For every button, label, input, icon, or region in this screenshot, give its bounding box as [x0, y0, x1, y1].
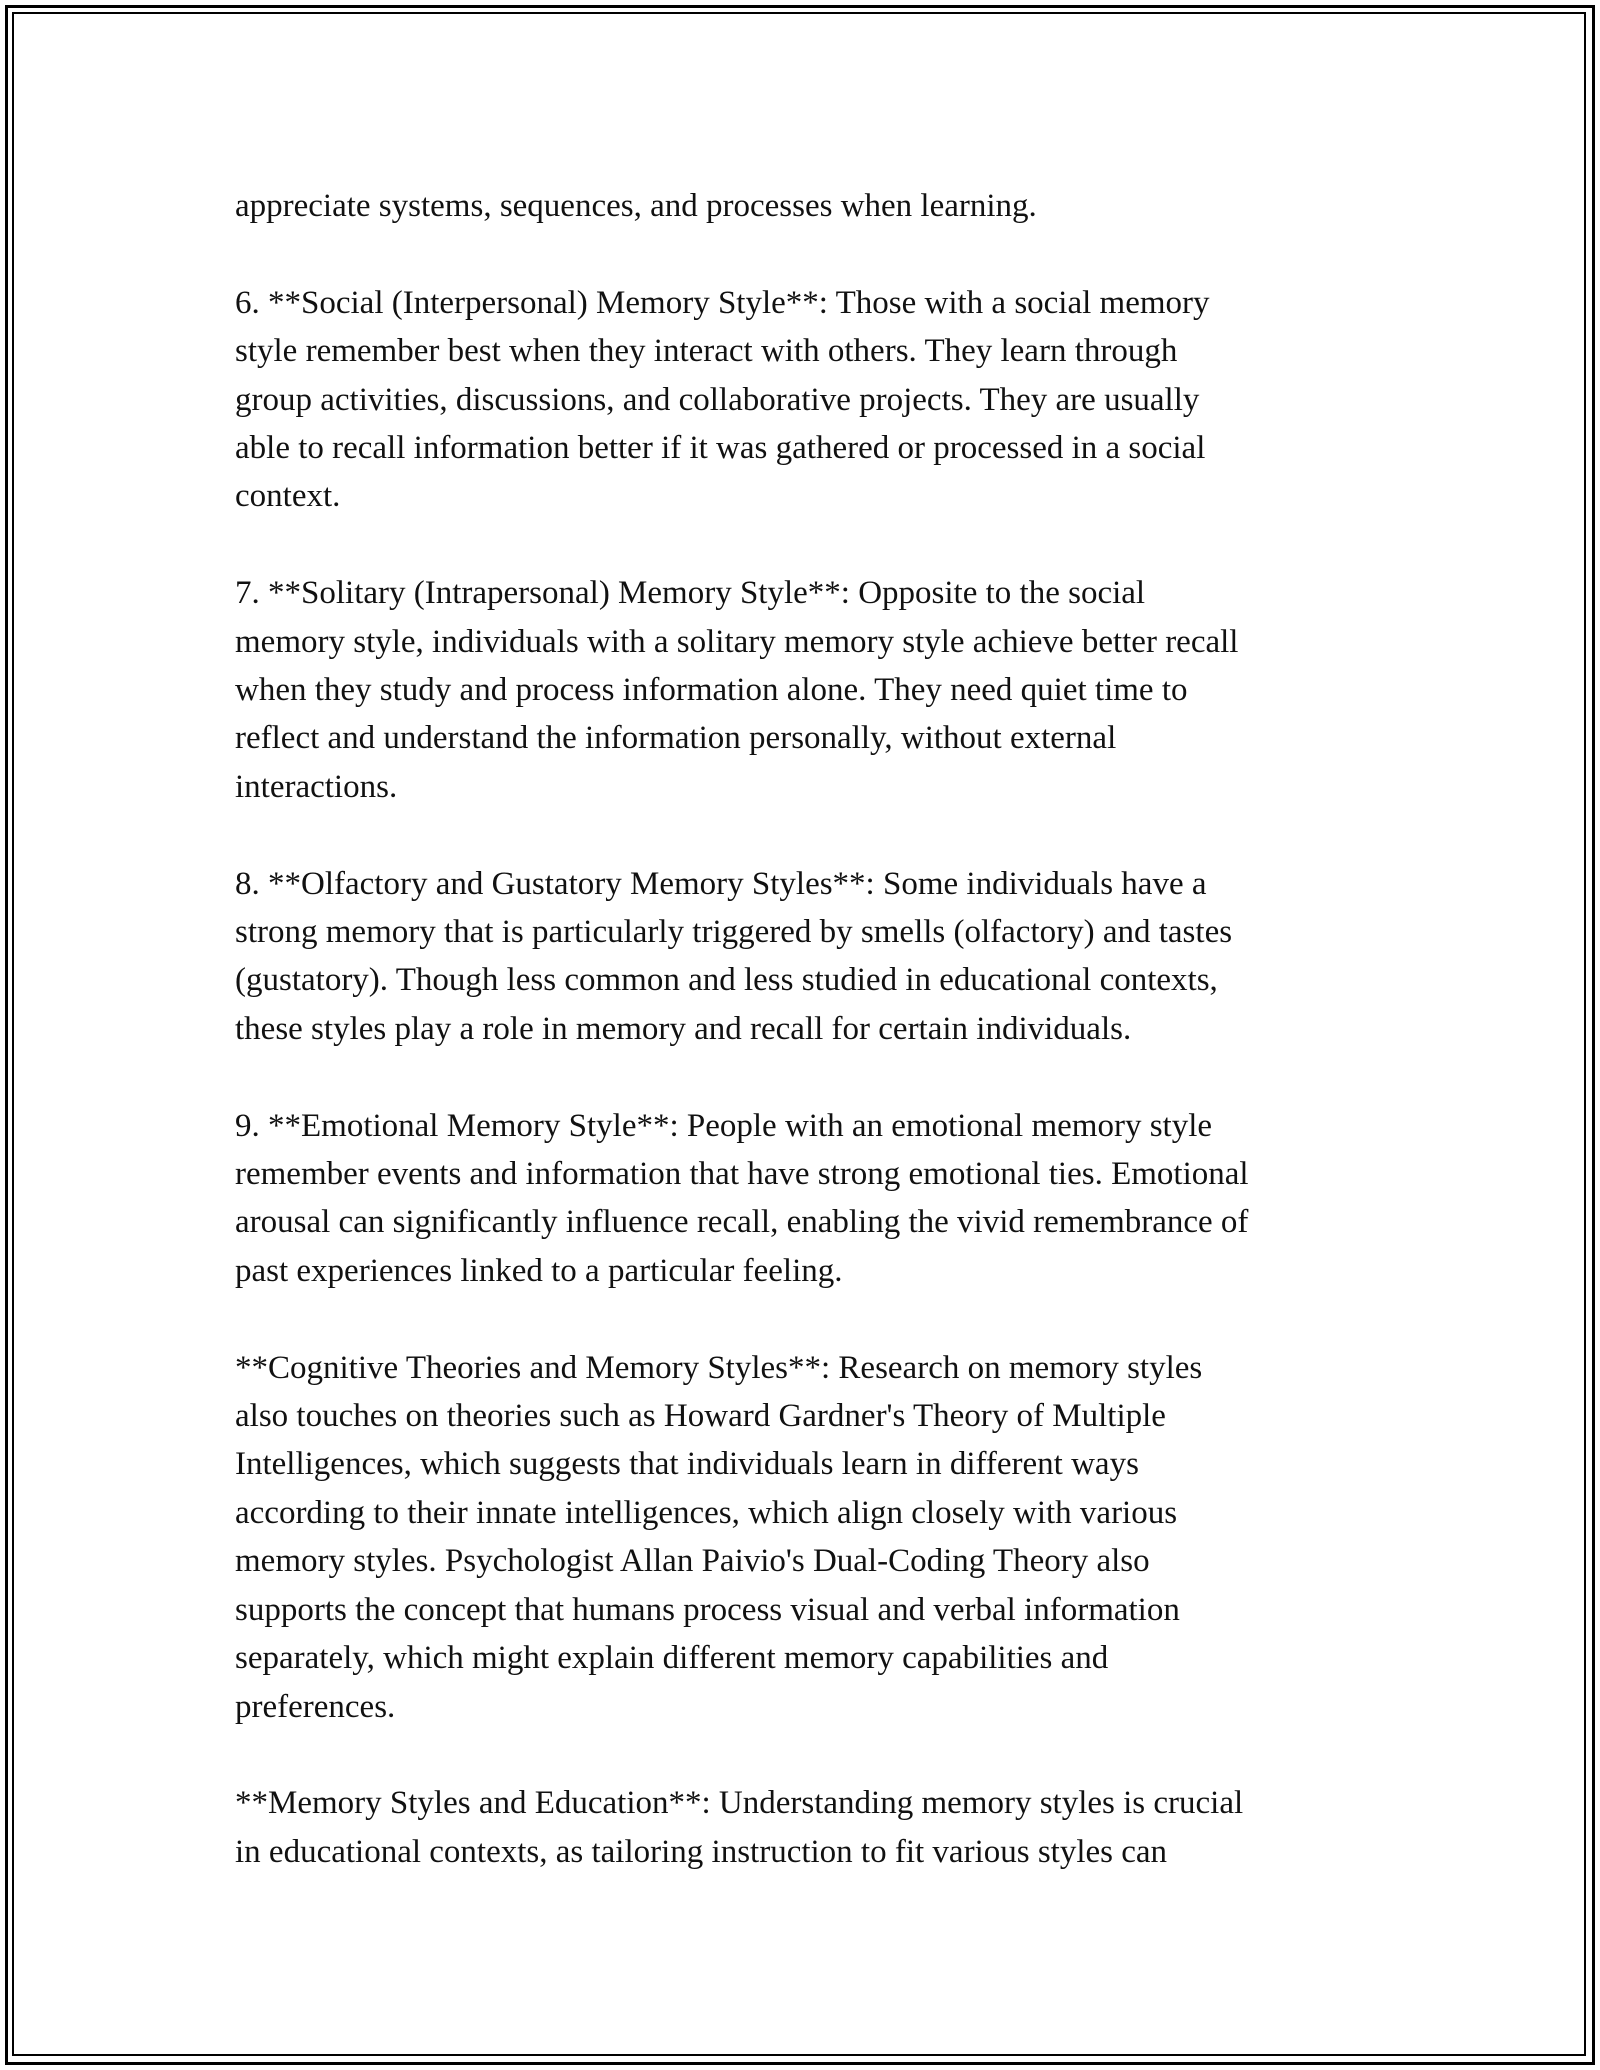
- text-line: reflect and understand the information personally, without external: [235, 720, 1117, 757]
- document-body: [235, 182, 1385, 1876]
- paragraph-memory-styles-education: [235, 1779, 1385, 1876]
- text-line: group activities, discussions, and collaborative projects. They are usually: [235, 381, 1200, 418]
- text-line: 8. **Olfactory and Gustatory Memory Styles**: Some individuals have a: [235, 865, 1207, 902]
- text-line: style remember best when they interact with others. They learn through: [235, 333, 1178, 370]
- text-line: memory style, individuals with a solitary memory style achieve better recall: [235, 623, 1239, 660]
- paragraph-social-memory-style: [235, 279, 1385, 521]
- text-line: past experiences linked to a particular feeling.: [235, 1252, 843, 1289]
- text-line: memory styles. Psychologist Allan Paivio's Dual-Coding Theory also: [235, 1543, 1150, 1580]
- text-line: according to their innate intelligences, which align closely with various: [235, 1494, 1178, 1531]
- text-line: 7. **Solitary (Intrapersonal) Memory Style**: Opposite to the social: [235, 575, 1146, 612]
- text-line: also touches on theories such as Howard Gardner's Theory of Multiple: [235, 1398, 1166, 1435]
- text-line: separately, which might explain different memory capabilities and: [235, 1640, 1109, 1677]
- text-line: arousal can significantly influence recall, enabling the vivid remembrance of: [235, 1204, 1249, 1241]
- text-line: (gustatory). Though less common and less studied in educational contexts,: [235, 962, 1218, 999]
- text-line: able to recall information better if it was gathered or processed in a social: [235, 430, 1206, 467]
- paragraph-solitary-memory-style: [235, 569, 1385, 811]
- text-line: when they study and process information alone. They need quiet time to: [235, 672, 1188, 709]
- text-line: supports the concept that humans process visual and verbal information: [235, 1591, 1180, 1628]
- text-line: in educational contexts, as tailoring instruction to fit various styles can: [235, 1833, 1168, 1870]
- paragraph-emotional-memory-style: [235, 1102, 1385, 1296]
- paragraph-continuation: [235, 182, 1385, 230]
- text-line: remember events and information that have strong emotional ties. Emotional: [235, 1156, 1249, 1193]
- paragraph-cognitive-theories: [235, 1344, 1385, 1731]
- text-line: these styles play a role in memory and recall for certain individuals.: [235, 1010, 1132, 1047]
- text-line: **Memory Styles and Education**: Understanding memory styles is crucial: [235, 1785, 1244, 1822]
- text-line: strong memory that is particularly triggered by smells (olfactory) and tastes: [235, 914, 1233, 951]
- text-line: 6. **Social (Interpersonal) Memory Style**: Those with a social memory: [235, 284, 1210, 321]
- text-line: interactions.: [235, 768, 398, 805]
- text-line: appreciate systems, sequences, and processes when learning.: [235, 188, 1037, 224]
- text-line: 9. **Emotional Memory Style**: People with an emotional memory style: [235, 1107, 1213, 1144]
- paragraph-olfactory-gustatory-memory-styles: [235, 860, 1385, 1054]
- text-line: context.: [235, 478, 341, 515]
- text-line: preferences.: [235, 1688, 396, 1725]
- text-line: Intelligences, which suggests that individuals learn in different ways: [235, 1446, 1139, 1483]
- text-line: **Cognitive Theories and Memory Styles**: Research on memory styles: [235, 1349, 1203, 1386]
